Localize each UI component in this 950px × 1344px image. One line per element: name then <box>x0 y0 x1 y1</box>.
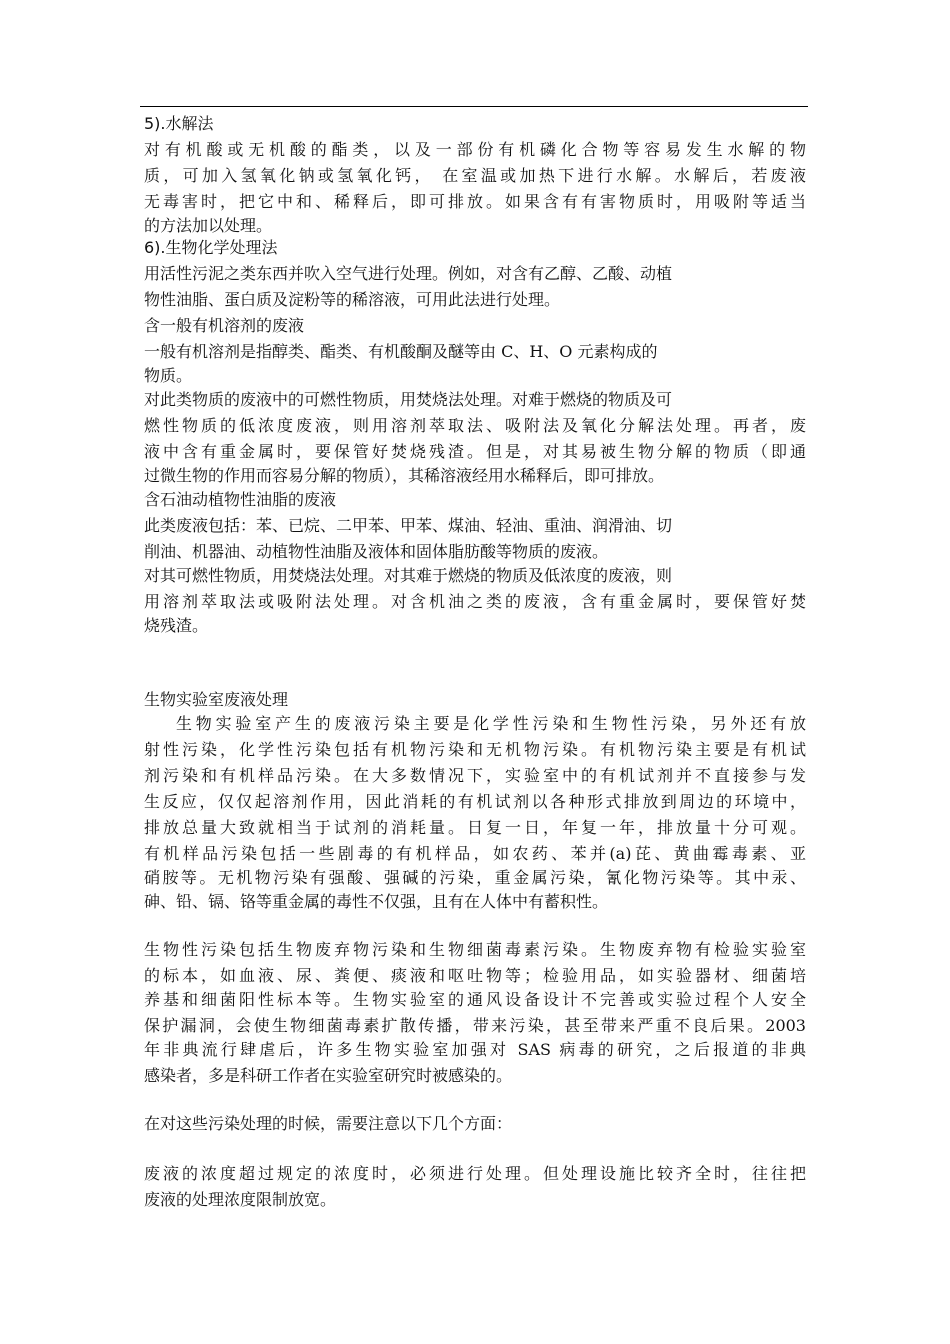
text-line: 物质。 <box>144 366 193 385</box>
text-line: 生反应，仅仅起溶剂作用，因此消耗的有机试剂以各种形式排放到周边的环境中， <box>144 792 806 811</box>
text-line: 烧残渣。 <box>144 616 209 635</box>
text-line: 此类废液包括：苯、已烷、二甲苯、甲苯、煤油、轻油、重油、润滑油、切 <box>144 516 673 535</box>
text-line: 养基和细菌阳性标本等。生物实验室的通风设备设计不完善或实验过程个人安全 <box>144 990 806 1009</box>
section-heading-oil-waste: 含石油动植物性油脂的废液 <box>144 490 337 509</box>
text-line: 射性污染，化学性污染包括有机物污染和无机物污染。有机物污染主要是有机试 <box>144 740 806 759</box>
text-line: 无毒害时，把它中和、稀释后，即可排放。如果含有有害物质时，用吸附等适当 <box>144 192 806 211</box>
text-line: 排放总量大致就相当于试剂的消耗量。日复一日，年复一年，排放量十分可观。 <box>144 818 806 837</box>
text-line: 对此类物质的废液中的可燃性物质，用焚烧法处理。对难于燃烧的物质及可 <box>144 390 673 409</box>
text-line: 生物性污染包括生物废弃物污染和生物细菌毒素污染。生物废弃物有检验实验室 <box>144 940 806 959</box>
text-line: 废液的处理浓度限制放宽。 <box>144 1190 337 1209</box>
text-line: 有机样品污染包括一些剧毒的有机样品，如农药、苯并(a)芘、黄曲霉毒素、亚 <box>144 844 806 863</box>
text-line: 用溶剂萃取法或吸附法处理。对含机油之类的废液，含有重金属时，要保管好焚 <box>144 592 806 611</box>
section-heading-biochemical: 6).生物化学处理法 <box>144 238 278 257</box>
text-line: 硝胺等。无机物污染有强酸、强碱的污染，重金属污染，氰化物污染等。其中汞、 <box>144 868 806 887</box>
text-line: 剂污染和有机样品污染。在大多数情况下，实验室中的有机试剂并不直接参与发 <box>144 766 806 785</box>
text-line: 用活性污泥之类东西并吹入空气进行处理。例如，对含有乙醇、乙酸、动植 <box>144 264 673 283</box>
section-heading-organic-solvent: 含一般有机溶剂的废液 <box>144 316 305 335</box>
text-line: 物性油脂、蛋白质及淀粉等的稀溶液，可用此法进行处理。 <box>144 290 561 309</box>
text-line: 感染者，多是科研工作者在实验室研究时被感染的。 <box>144 1066 513 1085</box>
text-line: 对其可燃性物质，用焚烧法处理。对其难于燃烧的物质及低浓度的废液，则 <box>144 566 673 585</box>
text-line: 在对这些污染处理的时候，需要注意以下几个方面： <box>144 1114 513 1133</box>
text-line: 质，可加入氢氧化钠或氢氧化钙， 在室温或加热下进行水解。水解后，若废液 <box>144 166 806 185</box>
text-line: 保护漏洞，会使生物细菌毒素扩散传播，带来污染，甚至带来严重不良后果。2003 <box>144 1016 806 1035</box>
text-line: 一般有机溶剂是指醇类、酯类、有机酸酮及醚等由 C、H、O 元素构成的 <box>144 342 658 361</box>
text-line: 液中含有重金属时，要保管好焚烧残渣。但是，对其易被生物分解的物质（即通 <box>144 442 806 461</box>
text-line: 削油、机器油、动植物性油脂及液体和固体脂肪酸等物质的废液。 <box>144 542 609 561</box>
text-line: 废液的浓度超过规定的浓度时，必须进行处理。但处理设施比较齐全时，往往把 <box>144 1164 806 1183</box>
section-heading-hydrolysis: 5).水解法 <box>144 114 214 133</box>
section-heading-bio-lab: 生物实验室废液处理 <box>144 690 289 709</box>
text-line: 的方法加以处理。 <box>144 216 273 235</box>
text-line: 生物实验室产生的废液污染主要是化学性污染和生物性污染，另外还有放 <box>176 714 806 733</box>
text-line: 年非典流行肆虐后，许多生物实验室加强对 SAS 病毒的研究，之后报道的非典 <box>144 1040 806 1059</box>
text-line: 砷、铅、镉、铬等重金属的毒性不仅强，且有在人体中有蓄积性。 <box>144 892 609 911</box>
text-line: 燃性物质的低浓度废液，则用溶剂萃取法、吸附法及氧化分解法处理。再者，废 <box>144 416 806 435</box>
text-line: 过微生物的作用而容易分解的物质），其稀溶液经用水稀释后，即可排放。 <box>144 466 665 485</box>
text-line: 的标本，如血液、尿、粪便、痰液和呕吐物等；检验用品，如实验器材、细菌培 <box>144 966 806 985</box>
header-rule <box>140 106 808 107</box>
text-line: 对有机酸或无机酸的酯类，以及一部份有机磷化合物等容易发生水解的物 <box>144 140 806 159</box>
